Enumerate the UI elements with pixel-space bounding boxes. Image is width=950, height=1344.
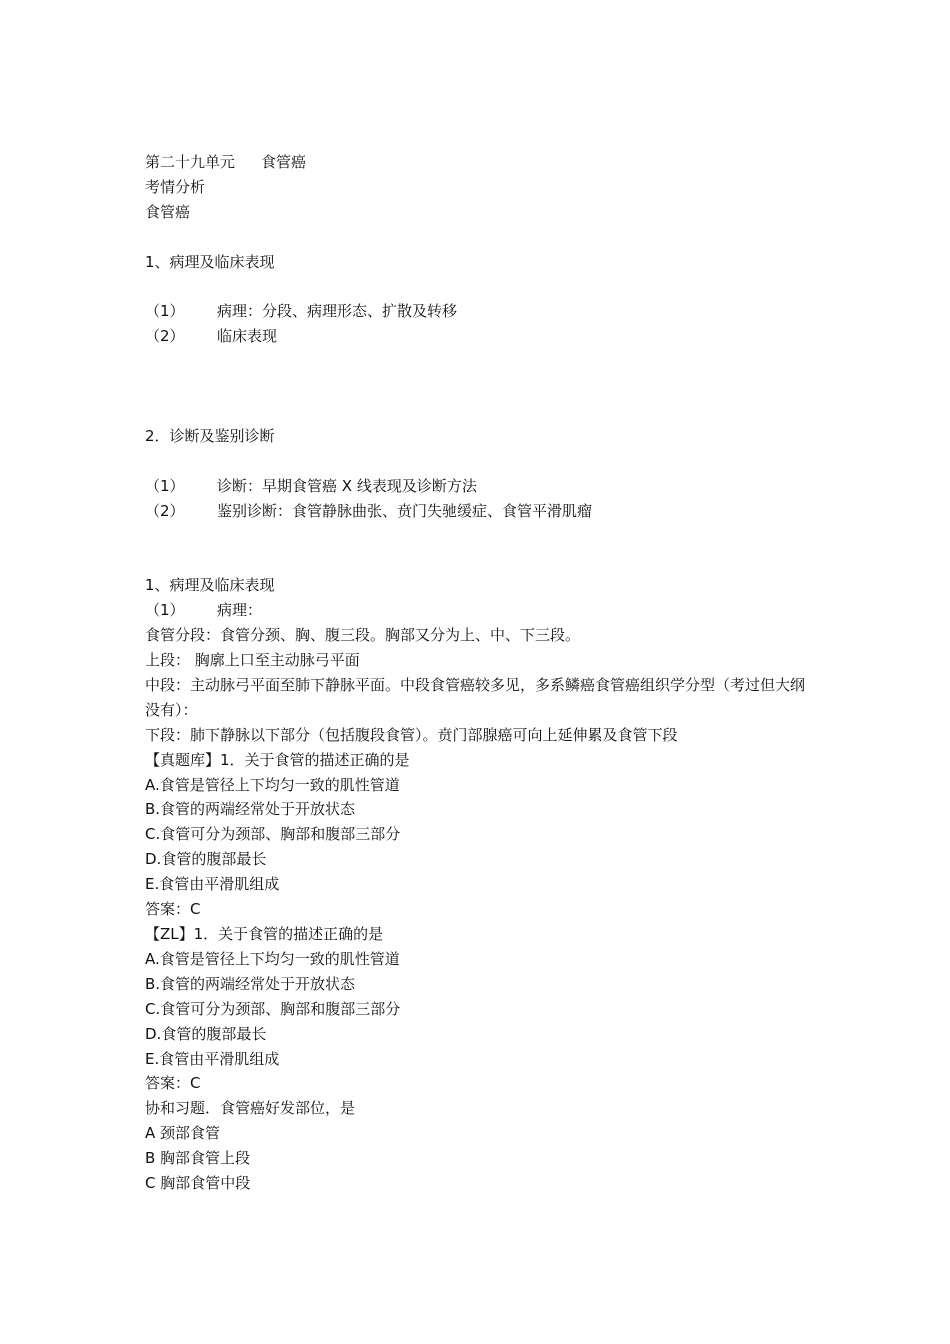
item-text: 病理： xyxy=(217,601,263,620)
item-text: 病理：分段、病理形态、扩散及转移 xyxy=(217,302,458,321)
analysis-heading: 考情分析 xyxy=(145,177,206,196)
subject-heading: 食管癌 xyxy=(145,202,191,221)
item-number: （1） xyxy=(145,476,185,495)
content-section-title: 1、病理及临床表现 xyxy=(145,576,275,595)
outline-section-1-item xyxy=(145,324,805,349)
question-1-option: A.食管是管径上下均匀一致的肌性管道 xyxy=(145,775,400,794)
lower-segment: 下段：肺下静脉以下部分（包括腹段食管）。贲门部腺癌可向上延伸累及食管下段 xyxy=(145,725,678,744)
upper-segment: 上段： 胸廓上口至主动脉弓平面 xyxy=(145,651,360,669)
segments-paragraph: 食管分段：食管分颈、胸、腹三段。胸部又分为上、中、下三段。 xyxy=(145,626,581,645)
item-text: 临床表现 xyxy=(217,327,278,346)
question-2-option: C.食管可分为颈部、胸部和腹部三部分 xyxy=(145,999,401,1018)
outline-section-2-item xyxy=(145,474,805,499)
question-2-stem: 【ZL】1．关于食管的描述正确的是 xyxy=(145,924,384,943)
question-2-answer: 答案：C xyxy=(145,1074,201,1093)
outline-section-1-item xyxy=(145,299,805,324)
question-3-option: B 胸部食管上段 xyxy=(145,1149,251,1168)
outline-section-1-title: 1、病理及临床表现 xyxy=(145,252,275,271)
item-number: （1） xyxy=(145,302,185,321)
question-3-option: A 颈部食管 xyxy=(145,1124,221,1143)
outline-section-2-item xyxy=(145,499,805,524)
content-subsection xyxy=(145,598,805,623)
question-1-stem: 【真题库】1．关于食管的描述正确的是 xyxy=(145,750,410,769)
outline-section-2-title: 2．诊断及鉴别诊断 xyxy=(145,426,275,445)
question-2-option: B.食管的两端经常处于开放状态 xyxy=(145,974,356,993)
question-1-option: B.食管的两端经常处于开放状态 xyxy=(145,800,356,819)
item-text: 鉴别诊断：食管静脉曲张、贲门失驰缓症、食管平滑肌瘤 xyxy=(217,501,593,520)
question-1-option: D.食管的腹部最长 xyxy=(145,850,267,869)
question-2-option: D.食管的腹部最长 xyxy=(145,1024,267,1043)
unit-heading xyxy=(145,150,805,175)
question-1-answer: 答案：C xyxy=(145,900,201,919)
question-3-option: C 胸部食管中段 xyxy=(145,1174,251,1193)
question-1-option: C.食管可分为颈部、胸部和腹部三部分 xyxy=(145,825,401,844)
item-number: （1） xyxy=(145,601,185,620)
item-text: 诊断：早期食管癌 X 线表现及诊断方法 xyxy=(217,476,477,495)
unit-topic: 食管癌 xyxy=(261,153,307,171)
unit-label: 第二十九单元 xyxy=(145,153,236,171)
question-2-option: A.食管是管径上下均匀一致的肌性管道 xyxy=(145,949,400,968)
document-page xyxy=(145,150,805,1196)
middle-segment: 中段：主动脉弓平面至肺下静脉平面。中段食管癌较多见，多系鳞癌食管癌组织学分型（考过但大纲没有）： xyxy=(145,675,806,719)
question-3-stem: 协和习题．食管癌好发部位，是 xyxy=(145,1099,356,1118)
question-1-option: E.食管由平滑肌组成 xyxy=(145,875,280,894)
item-number: （2） xyxy=(145,327,185,346)
question-2-option: E.食管由平滑肌组成 xyxy=(145,1049,280,1068)
item-number: （2） xyxy=(145,501,185,520)
